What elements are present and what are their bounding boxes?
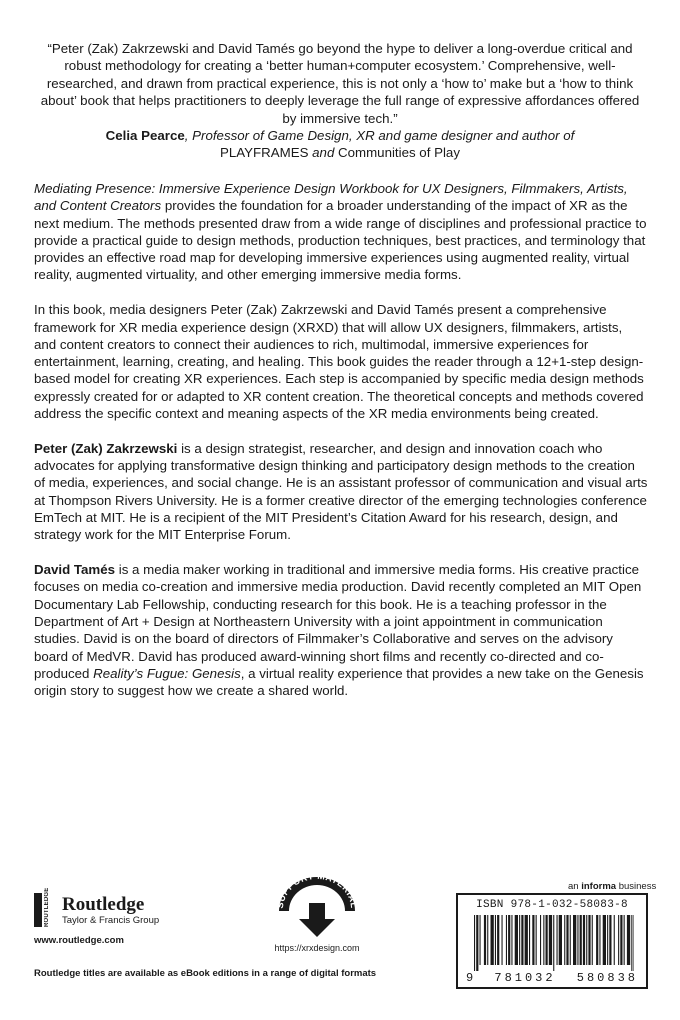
barcode-bar — [596, 915, 598, 965]
barcode-bar — [603, 915, 606, 965]
framework-paragraph: In this book, media designers Peter (Zak) Zakrzewski and David Tamés present a comprehensive framework for XR media experience design (XRXD) that will allow UX designers, filmmakers, artists, and content creators to connect their audiences to rich, multimodal, immersive experiences for entertainment, learning, creating, and healing. This book guides the reader through a 12+1-step design-based model for creating XR experiences. Each step is accompanied by specific media design methods expressly created for or adapted to XR content creation. The theoretical concepts and methods covered address the specific context and meaning aspects of the XR media environments being created. — [34, 302, 644, 422]
barcode-bar — [519, 915, 520, 965]
barcode-bar — [609, 915, 611, 965]
barcode-bar — [549, 915, 552, 965]
barcode-bar — [634, 915, 635, 971]
ebook-note: Routledge titles are available as eBook editions in a range of digital formats — [34, 968, 377, 979]
barcode-bar — [495, 915, 496, 965]
barcode-group-2: 580838 — [576, 971, 638, 985]
film-title: Reality’s Fugue: Genesis — [93, 665, 241, 681]
barcode-bar — [627, 915, 630, 965]
support-badge-text: SUPPORT MATERIAL — [275, 873, 359, 910]
publisher-name: Routledge — [62, 893, 145, 915]
barcode-bar — [559, 915, 562, 965]
quote-attribution — [34, 127, 646, 144]
barcode-bar — [570, 915, 571, 965]
barcode-icon — [474, 915, 634, 971]
barcode-bar — [580, 915, 582, 965]
informa-business-label: an informa business — [568, 881, 657, 892]
barcode-bar — [529, 915, 530, 965]
quote-and: and — [308, 145, 339, 161]
barcode-bar — [511, 915, 512, 965]
barcode-group-1: 781032 — [494, 971, 556, 985]
support-material-icon — [275, 873, 359, 941]
quote-books — [34, 144, 646, 161]
book-title: Mediating Presence: Immersive Experience Design Workbook for UX Designers, Filmmakers, Artists, and Content Creators — [34, 181, 628, 214]
publisher-group: Taylor & Francis Group — [62, 914, 160, 926]
barcode-bar — [618, 915, 619, 965]
publisher-url[interactable]: www.routledge.com — [34, 935, 124, 946]
support-material-badge — [267, 873, 367, 953]
barcode-bar — [546, 915, 548, 965]
barcode-bar — [573, 915, 576, 965]
barcode-bar — [564, 915, 565, 965]
barcode-bar — [525, 915, 528, 965]
barcode-bar — [480, 915, 481, 965]
quote-text: “Peter (Zak) Zakrzewski and David Tamés go beyond the hype to deliver a long-overdue critical and robust methodology for creating a ‘better human+computer ecosystem.’ Comprehensive, well-researched, and drawn from practical experience, this is not only a ‘how to’ make but a ‘how to think about’ book that helps practitioners to deeply leverage the full range of expressive affordances offered by immersive tech.” — [40, 41, 640, 126]
barcode-bar — [553, 915, 554, 971]
barcode-bar — [502, 915, 503, 965]
isbn-label: ISBN 978-1-032-58083-8 — [476, 899, 628, 911]
barcode-bar — [620, 915, 622, 965]
barcode-bar — [474, 915, 475, 971]
barcode-bar — [631, 915, 632, 971]
author-bio-zakrzewski: Peter (Zak) Zakrzewski is a design strategist, researcher, and design and innovation coach who advocates for applying transformative design thinking and participatory design methods to the creation of media, experiences, and social change. He is an assistant professor of communication and visual arts at Thompson Rivers University. He is a former creative director of the emerging technologies conference EmTech at MIT. He is a recipient of the MIT President’s Citation Award for his research, design, and strategy work for the MIT Enterprise Forum. — [34, 440, 648, 543]
isbn-barcode — [456, 893, 648, 989]
quote-book-2: Communities of Play — [338, 145, 460, 161]
author-bio-tames: David Tamés is a media maker working in traditional and immersive media forms. His creative practice focuses on media co-creation and immersive media production. David recently completed an MIT Open Documentary Lab Fellowship, conducting research for this book. He is a teaching professor in the Department of Art + Design at Northeastern University with a joint appointment in communication studies. David is on the board of directors of Filmmaker’s Collaborative and serves on the advisory board of MedVR. David has produced award-winning short films and recently co-directed and co-produced Reality’s Fugue: Genesis, a virtual reality experience that provides a new take on the Genesis origin story to suggest how we create a shared world. — [34, 562, 644, 699]
barcode-bar — [607, 915, 608, 965]
quote-book-1: PLAYFRAMES — [220, 145, 309, 161]
book-summary-paragraph: Mediating Presence: Immersive Experience Design Workbook for UX Designers, Filmmakers, Artists, and Content Creators provides the foundation for a broader understanding of the impact of XR as the next medium. The methods presented draw from a wide range of disciplines and professional practice to provide a practical guide to design methods, production techniques, best practices, and terminology that provides an effective road map for developing immersive experiences using augmented reality, virtual reality, augmented virtuality, and other emerging immersive media forms. — [34, 181, 647, 283]
barcode-bar — [508, 915, 510, 965]
support-url[interactable]: https://xrxdesign.com — [274, 943, 360, 953]
barcode-bar — [557, 915, 558, 965]
barcode-bar — [536, 915, 537, 965]
barcode-bar — [588, 915, 590, 965]
barcode-bar — [599, 915, 600, 965]
barcode-first-digit: 9 — [466, 971, 474, 985]
barcode-bar — [543, 915, 544, 965]
quote-author: Celia Pearce — [105, 128, 185, 144]
quote-author-role: , Professor of Game Design, XR and game designer and author of — [184, 128, 575, 144]
barcode-bar — [586, 915, 587, 965]
informa-brand: informa — [581, 881, 617, 892]
routledge-mark-icon: ROUTLEDGE — [34, 893, 56, 927]
barcode-digits — [458, 971, 646, 985]
barcode-bar — [577, 915, 578, 965]
barcode-bar — [624, 915, 625, 965]
barcode-bar — [484, 915, 486, 965]
author-name-zakrzewski: Peter (Zak) Zakrzewski — [34, 440, 178, 456]
barcode-bar — [540, 915, 541, 965]
barcode-bar — [532, 915, 534, 965]
barcode-bar — [476, 915, 478, 971]
barcode-bar — [497, 915, 499, 965]
endorsement-quote — [34, 40, 646, 162]
barcode-bar — [583, 915, 585, 965]
barcode-bar — [614, 915, 615, 965]
barcode-bar — [592, 915, 593, 965]
barcode-bar — [521, 915, 523, 965]
back-cover-description — [34, 180, 648, 717]
author-name-tames: David Tamés — [34, 562, 116, 578]
barcode-bar — [491, 915, 494, 965]
publisher-logo — [34, 887, 234, 946]
barcode-bar — [566, 915, 568, 965]
barcode-bar — [506, 915, 507, 965]
barcode-bar — [515, 915, 518, 965]
barcode-bar — [487, 915, 488, 965]
